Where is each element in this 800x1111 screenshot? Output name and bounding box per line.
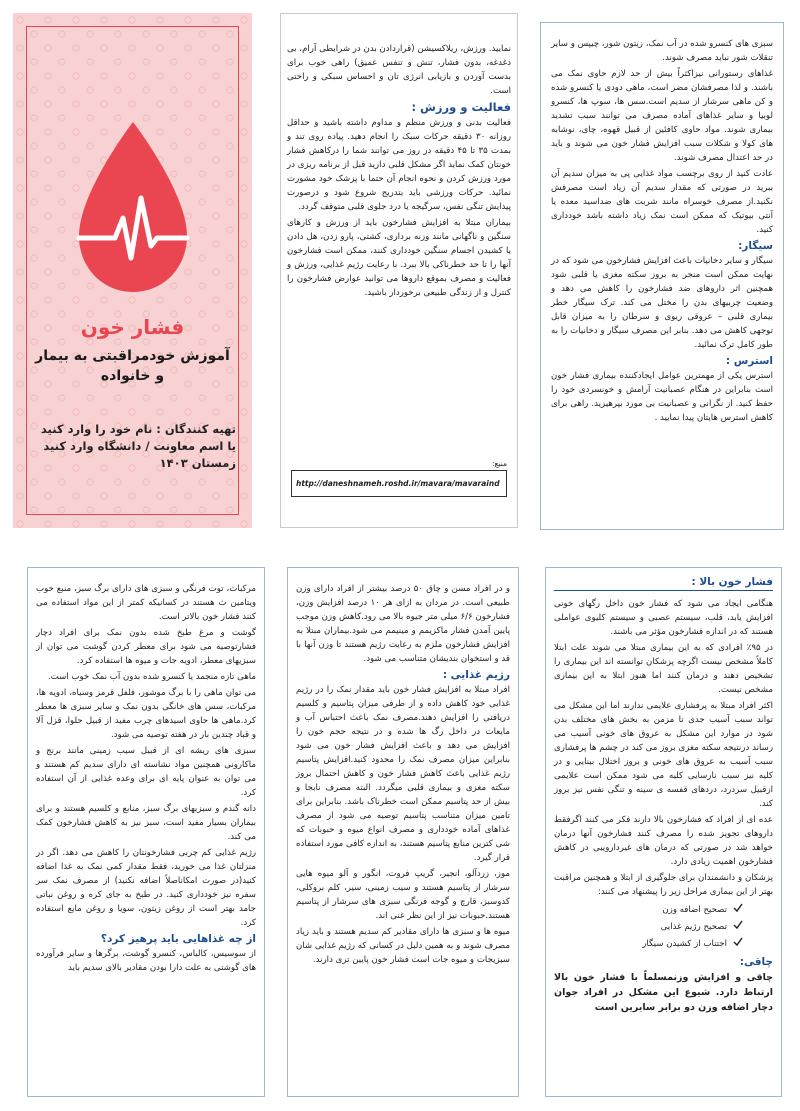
checklist-item — [554, 937, 773, 950]
cover-author-line: یا اسم معاونت / دانشگاه وارد کنید — [43, 439, 236, 453]
checklist-label: اجتناب از کشیدن سیگار — [642, 938, 727, 949]
paragraph: عده ای از افراد که فشارخون بالا دارند فکر می کنند اگرفقط داروهای تجویز شده را مصرف کنند فشارخون آنها درمان خواهد شد در صورتی که درمان های غیرداروییی در کاهش فشارخون اهمیت زیادی دارد. — [554, 815, 773, 867]
cover-author-line: تهیه کنندگان : نام خود را وارد کنید — [40, 422, 236, 436]
cover-subtitle: آموزش خودمراقبتی به بیمار و خانواده — [35, 348, 230, 384]
paragraph: ماهی تازه منجمد یا کنسرو شده بدون آب نمک خوب است. — [47, 672, 256, 682]
paragraph: سبزی های کنسرو شده در آب نمک، زیتون شور، چیپس و سایر تنقلات شور نباید مصرف شوند. — [551, 39, 773, 63]
paragraph: و در افراد مسن و چاق ۵۰ درصد بیشتر از افراد دارای وزن طبیعی است. در مردان به ازای هر ۱۰ درصد افزایش وزن، فشارخون ۶/۶ میلی متر جیوه بالا می رود.کاهش وزن موجب پایین آمدن فشار ماکزیمم و مینیمم می شود.بیماران مبتلا به افزایش فشارخون ملزم به رعایت رژیم هستند تا وزن آنها با قد و استخوان بندیشان متناسب می شود. — [296, 584, 511, 664]
paragraph: بیماران مبتلا به افزایش فشارخون باید از ورزش و کارهای سنگین و ناگهانی مانند وزنه برداری، کشتی، پارو زدن، هل دادن یا کشیدن اجسام سنگین خودداری کنند، ممکن است فشارخون آنها را تا حد خطرناکی بالا ببرد. با رعایت رژیم غذایی، ورزش و فعالیت و مصرف بموقع داروها می توانید عوارض فشارخون را کنترل و از زندگی طبیعی برخوردار باشید. — [287, 218, 511, 298]
blood-drop-heartbeat-icon — [71, 118, 195, 298]
checklist-label: تصحیح رژیم غذایی — [660, 921, 727, 932]
source-block — [287, 459, 511, 497]
checklist-item — [554, 903, 773, 916]
paragraph: می توان ماهی را با برگ موشور، فلفل قرمز وسیاه، ادویه ها، مرکبات، سس های خانگی بدون نمک و سایر سبزی ها معطر کرد.ماهی ها حاوی اسیدهای چرب مفید از قبیل حلوا، قزل آلا و قباد چندین بار در هفته توصیه می شود. — [36, 688, 256, 740]
section-heading-obesity: چاقی: — [739, 956, 773, 968]
paragraph: موز، زردآلو، انجیر، گریپ فروت، انگور و آلو میوه هایی سرشار از پتاسیم هستند و سیب زمینی، سیر، کلم بروکلی، کدوسبز، قارچ و گوجه فرنگی سبزی های سرشار از پتاسیم هستند.حبوبات نیز از این نظر غنی اند. — [296, 869, 510, 921]
panel-bottom-middle — [287, 567, 519, 1097]
paragraph: اکثر افراد مبتلا به پرفشاری علایمی ندارند اما این مشکل می تواند سبب آسیب جدی تا مزمن به بخش های مختلف بدن شود در موارد این مشکل به عروق های خونی آسیب می رساند درنتیجه سکته مغزی بروز می کند در چشم ها پرفشاری سبب آسیب به عروق های خونی و بروز اختلال بینایی و در کلیه نیز سبب نارسایی کلیه می شود ممکن است علایمی ازقبیل سردرد، دردهای قفسه ی سینه و تنگی نفس نیز بروز کند. — [554, 701, 773, 809]
section-heading-stress: استرس : — [725, 355, 773, 367]
section-heading-high-blood-pressure: فشار خون بالا : — [554, 576, 773, 591]
checkmark-icon — [733, 903, 743, 916]
paragraph: افراد مبتلا به افزایش فشار خون باید مقدار نمک را در رژیم غذایی خود کاهش داده و از طرفی میزان پتاسیم و کلسیم دریافتی را افزایش دهند.مصرف نمک باعث احتباس آب و مایعات در داخل رگ ها شده و در نتیجه حجم خون را افزایش می دهد و باعث افزایش فشار خون می شود بنابراین میزان مصرف نمک را محدود کنید.افزایش پتاسیم رژیم غذایی باعث کاهش فشار خون و کاهش احتمال بروز سکته مغزی و بیماری قلبی میگردد. البته مصرف نابجا و بیش از حد پتاسیم ممکن است خطرناک باشد. بنابراین برای تامین میزان متناسب پتاسیم توصیه می شود از مصرف غذاهای آماده خودداری و مصرف انواع میوه و حبوبات که شی کترین منابع پتاسیم هستند، به اندازه کافی مورد استفاده قرار گیرد. — [296, 685, 510, 863]
paragraph: چاقی و افزایش وزنمسلماً با فشار خون بالا ارتباط دارد. شیوع این مشکل در افراد جوان دچار اضافه وزن دو برابر سایرین است — [554, 972, 773, 1013]
paragraph: میوه ها و سبزی ها دارای مقادیر کم سدیم هستند و باید زیاد مصرف شوند و به همین دلیل در کسانی که رژیم غذایی شان سبزیجات و میوه جات است فشار خون پایین تری دارند. — [296, 927, 510, 965]
paragraph: دانه گندم و سبزیهای برگ سبز، منابع و کلسیم هستند و برای بیماران بسیار مفید است، سبز نیز به کاهش فشارخون کمک می کند. — [36, 804, 256, 842]
paragraph: نمایید. ورزش، ریلاکسیشن (قراردادن بدن در شرایطی آرام، بی دغدغه، بدون فشار، تنش و تنفس عمیق) راهی خوب برای بدست آوردن و بازیابی انرژی تان و احساس سبکی و راحتی است. — [287, 44, 511, 96]
checklist-label: تصحیح اضافه وزن — [662, 904, 727, 915]
paragraph: غذاهای رستورانی نیزاکثراً بیش از حد لازم حاوی نمک می باشند. و لذا مصرفشان مضر است، ماهی دودی یا کنسرو شده و کن ماهی سرشار از سدیم است.سس ها، سوپ ها، کنسرو لوبیا و سایر غذاهای آماده مصرف می توانند سبب تشدید بیماری شوند. مواد حاوی کافئین از قبیل قهوه، چای، نوشابه های کولا و شکلات سبب افزایش فشار خون می شوند و باید در حد اعتدال مصرف شوند. — [551, 69, 773, 163]
paragraph: سیگار و سایر دخانیات باعث افزایش فشارخون می شود که در نهایت ممکن است منجر به بروز سکته مغزی یا قلبی شود همچنین اثر داروهای ضد فشارخون را کاهش می دهد و وضعیت چربیهای بدن را مختل می کند. ترک سیگار خطر بیماری قلبی – عروقی ریوی و سرطان را به میزان قابل توجهی کاهش می دهد. بنابر این مصرف سیگار و دخانیات را به طور کامل ترک نمائید. — [551, 256, 773, 350]
section-heading-avoid-foods: از چه غذاهایی باید پرهیز کرد؟ — [100, 933, 256, 945]
paragraph: در ۹۵٪ افرادی که به این بیماری مبتلا می شوند علت ابتلا کاملاً مشخص نیست اگرچه پزشکان توانسته اند این بیماری را تشخیص دهند و درمان کنند اما هنوز ابتلا به این بیماری مشخص نیست. — [554, 643, 773, 695]
source-label: منبع: — [491, 459, 507, 468]
paragraph: هنگامی ایجاد می شود که فشار خون داخل رگهای خونی افزایش یابد، قلب، سیستم عصبی و سیستم کلیوی عواملی هستند که در اندازه فشارخون مؤثر می باشند. — [554, 599, 773, 637]
cover-date: زمستان ۱۴۰۳ — [159, 456, 236, 470]
checklist-item — [554, 920, 773, 933]
paragraph: عادت کنید از روی برچسب مواد غذایی پی به میزان سدیم آن ببرید در صورتی که مقدار سدیم آن زیاد است مصرفش نکنید.از مصرف خوسراه مانند شربت های ضداسید معده یا آنتی بیوتیک که ممکن است نمک زیاد داشته باشد خودداری کنید. — [551, 169, 773, 235]
paragraph: مرکبات، توت فرنگی و سبزی های دارای برگ سبز، منبع خوب ویتامین ث هستند در کسانیکه کمتر از این مواد استفاده می کنند فشار خون بالاتر است. — [36, 584, 256, 622]
checkmark-icon — [733, 937, 743, 950]
paragraph: از سوسیس، کالباس، کنسرو گوشت، برگرها و سایر فرآورده های گوشتی به علت دارا بودن مقادیر بالای سدیم باید — [36, 949, 256, 973]
paragraph: سبزی های ریشه ای از قبیل سیب زمینی مانند برنج و ماکارونی همچنین مواد نشاسته ای دارای سدیم کم هستند و می توان به عنوان پایه ای برای وعده غذایی از آن استفاده کرد. — [36, 746, 256, 798]
panel-bottom-left — [27, 567, 265, 1097]
paragraph: فعالیت بدنی و ورزش منظم و مداوم داشته باشید و حداقل روزانه ۳۰ دقیقه حرکات سبک را انجام دهید. پیاده روی تند و بمدت ۳۵ تا ۴۵ دقیقه در روز می توانند شما را درکاهش فشار خونتان کمک نماید اگر مشکل قلبی دارید قبل از برنامه ریزی در مورد ورزش کردن و نحوه انجام آن حتما با پزشک خود مشورت نمائید. حرکات ورزشی باید بتدریج شروع شود و درصورت پیدایش تنگی نفس، سرگیجه یا درد جلوی قلبی متوقف گردد. — [287, 118, 511, 212]
panel-top-right — [540, 22, 784, 530]
panel-top-middle — [280, 13, 518, 528]
panel-bottom-right — [545, 567, 782, 1097]
cover-title: فشار خون — [80, 315, 185, 339]
cover-author-block — [27, 421, 236, 472]
paragraph: رژیم غذایی کم چربی فشارخونتان را کاهش می دهد. اگر در منزلتان غذا می خورید، فقط مقدار کمی نمک به غذا اضافه کنید(در صورت امکاناصلاً اضافه نکنید) از مصرف نمک سر سفره نیز خودداری کنید. در طبخ به جای کره و روغن نباتی جامد بهتر است از روغن زیتون، سویا و روغن مایع استفاده کرد. — [36, 848, 256, 928]
section-heading-smoking: سیگار: — [738, 240, 773, 252]
paragraph: استرس یکی از مهمترین عوامل ایجادکننده بیماری فشار خون است بنابراین در هنگام عصبانیت آرامش و خونسردی خود را حفظ کنید. از نگرانی و عصبانیت بی مورد بپرهیزید. راهی برای کاهش استرس هایتان پیدا نمایید . — [551, 371, 773, 423]
source-url: http://daneshnameh.roshd.ir/mavara/mavaraind — [291, 470, 507, 497]
section-heading-exercise: فعالیت و ورزش : — [411, 100, 511, 114]
paragraph: پزشکان و دانشمندان برای جلوگیری از ابتلا و همچنین مراقبت بهتر از این بیماری مراحل زیر را پیشنهاد می کنند: — [554, 873, 773, 897]
paragraph: گوشت و مرغ طبخ شده بدون نمک برای افراد دچار فشارتوصیه می شود برای معطر کردن گوشت می توان از سبزیهای معطر، ادویه جات و میوه ها استفاده کرد. — [36, 628, 256, 666]
cover-panel — [13, 13, 252, 528]
section-heading-diet: رژیم غذایی : — [442, 669, 510, 681]
checkmark-icon — [733, 920, 743, 933]
